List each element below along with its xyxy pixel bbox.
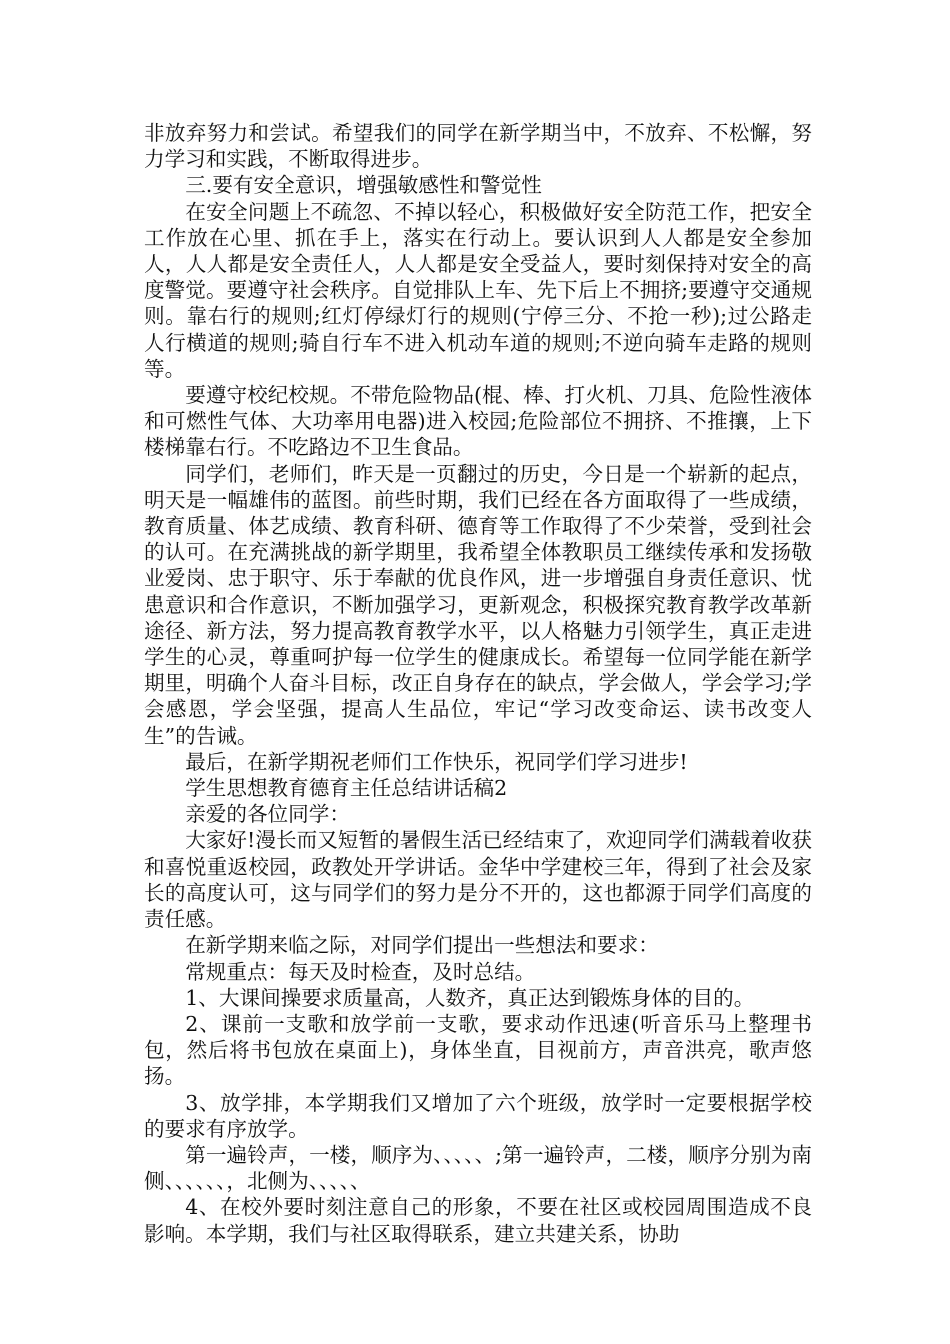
paragraph: 非放弃努力和尝试。希望我们的同学在新学期当中，不放弃、不松懈，努力学习和实践，不断取得进步。 bbox=[144, 121, 812, 172]
list-item: 2、课前一支歌和放学前一支歌，要求动作迅速(听音乐马上整理书包，然后将书包放在桌面上)，身体坐直，目视前方，声音洪亮，歌声悠扬。 bbox=[144, 1011, 812, 1089]
list-item: 1、大课间操要求质量高，人数齐，真正达到锻炼身体的目的。 bbox=[185, 985, 755, 1010]
paragraph: 大家好!漫长而又短暂的暑假生活已经结束了，欢迎同学们满载着收获和喜悦重返校园，政教处开学讲话。金华中学建校三年，得到了社会及家长的高度认可，这与同学们的努力是分不开的，这也都源于同学们高度的责任感。 bbox=[144, 828, 812, 932]
salutation: 亲爱的各位同学： bbox=[185, 802, 350, 827]
paragraph: 在安全问题上不疏忽、不掉以轻心，积极做好安全防范工作，把安全工作放在心里、抓在手上，落实在行动上。要认识到人人都是安全参加人，人人都是安全责任人，人人都是安全受益人，要时刻保持对安全的高度警觉。要遵守社会秩序。自觉排队上车、先下后上不拥挤;要遵守交通规则。靠右行的规则;红灯停绿灯行的规则(宁停三分、不抢一秒);过公路走人行横道的规则;骑自行车不进入机动车道的规则;不逆向骑车走路的规则等。 bbox=[144, 199, 812, 381]
paragraph: 常规重点：每天及时检查，及时总结。 bbox=[185, 959, 536, 984]
paragraph: 要遵守校纪校规。不带危险物品(棍、棒、打火机、刀具、危险性液体和可燃性气体、大功率用电器)进入校园;危险部位不拥挤、不推攘，上下楼梯靠右行。不吃路边不卫生食品。 bbox=[144, 383, 812, 460]
paragraph: 第一遍铃声，一楼，顺序为、、、、、;第一遍铃声，二楼，顺序分别为南侧、、、、、、，北侧为、、、、、 bbox=[144, 1142, 812, 1194]
list-item: 3、放学排，本学期我们又增加了六个班级，放学时一定要根据学校的要求有序放学。 bbox=[144, 1090, 812, 1141]
list-item: 4、在校外要时刻注意自己的形象，不要在社区或校园周围造成不良影响。本学期，我们与社区取得联系，建立共建关系，协助 bbox=[144, 1195, 812, 1246]
document-title: 学生思想教育德育主任总结讲话稿2 bbox=[185, 776, 508, 801]
document-body bbox=[144, 120, 812, 1247]
paragraph: 在新学期来临之际，对同学们提出一些想法和要求： bbox=[185, 933, 659, 958]
paragraph: 最后，在新学期祝老师们工作快乐，祝同学们学习进步! bbox=[185, 749, 688, 774]
section-heading: 三.要有安全意识，增强敏感性和警觉性 bbox=[185, 173, 542, 198]
paragraph: 同学们，老师们，昨天是一页翻过的历史，今日是一个崭新的起点，明天是一幅雄伟的蓝图。前些时期，我们已经在各方面取得了一些成绩，教育质量、体艺成绩、教育科研、德育等工作取得了不少荣誉，受到社会的认可。在充满挑战的新学期里，我希望全体教职员工继续传承和发扬敬业爱岗、忠于职守、乐于奉献的优良作风，进一步增强自身责任意识、忧患意识和合作意识，不断加强学习，更新观念，积极探究教育教学改革新途径、新方法，努力提高教育教学水平，以人格魅力引领学生，真正走进学生的心灵，尊重呵护每一位学生的健康成长。希望每一位同学能在新学期里，明确个人奋斗目标，改正自身存在的缺点，学会做人，学会学习;学会感恩，学会坚强，提高人生品位，牢记“学习改变命运、读书改变人生”的告诫。 bbox=[144, 461, 812, 748]
